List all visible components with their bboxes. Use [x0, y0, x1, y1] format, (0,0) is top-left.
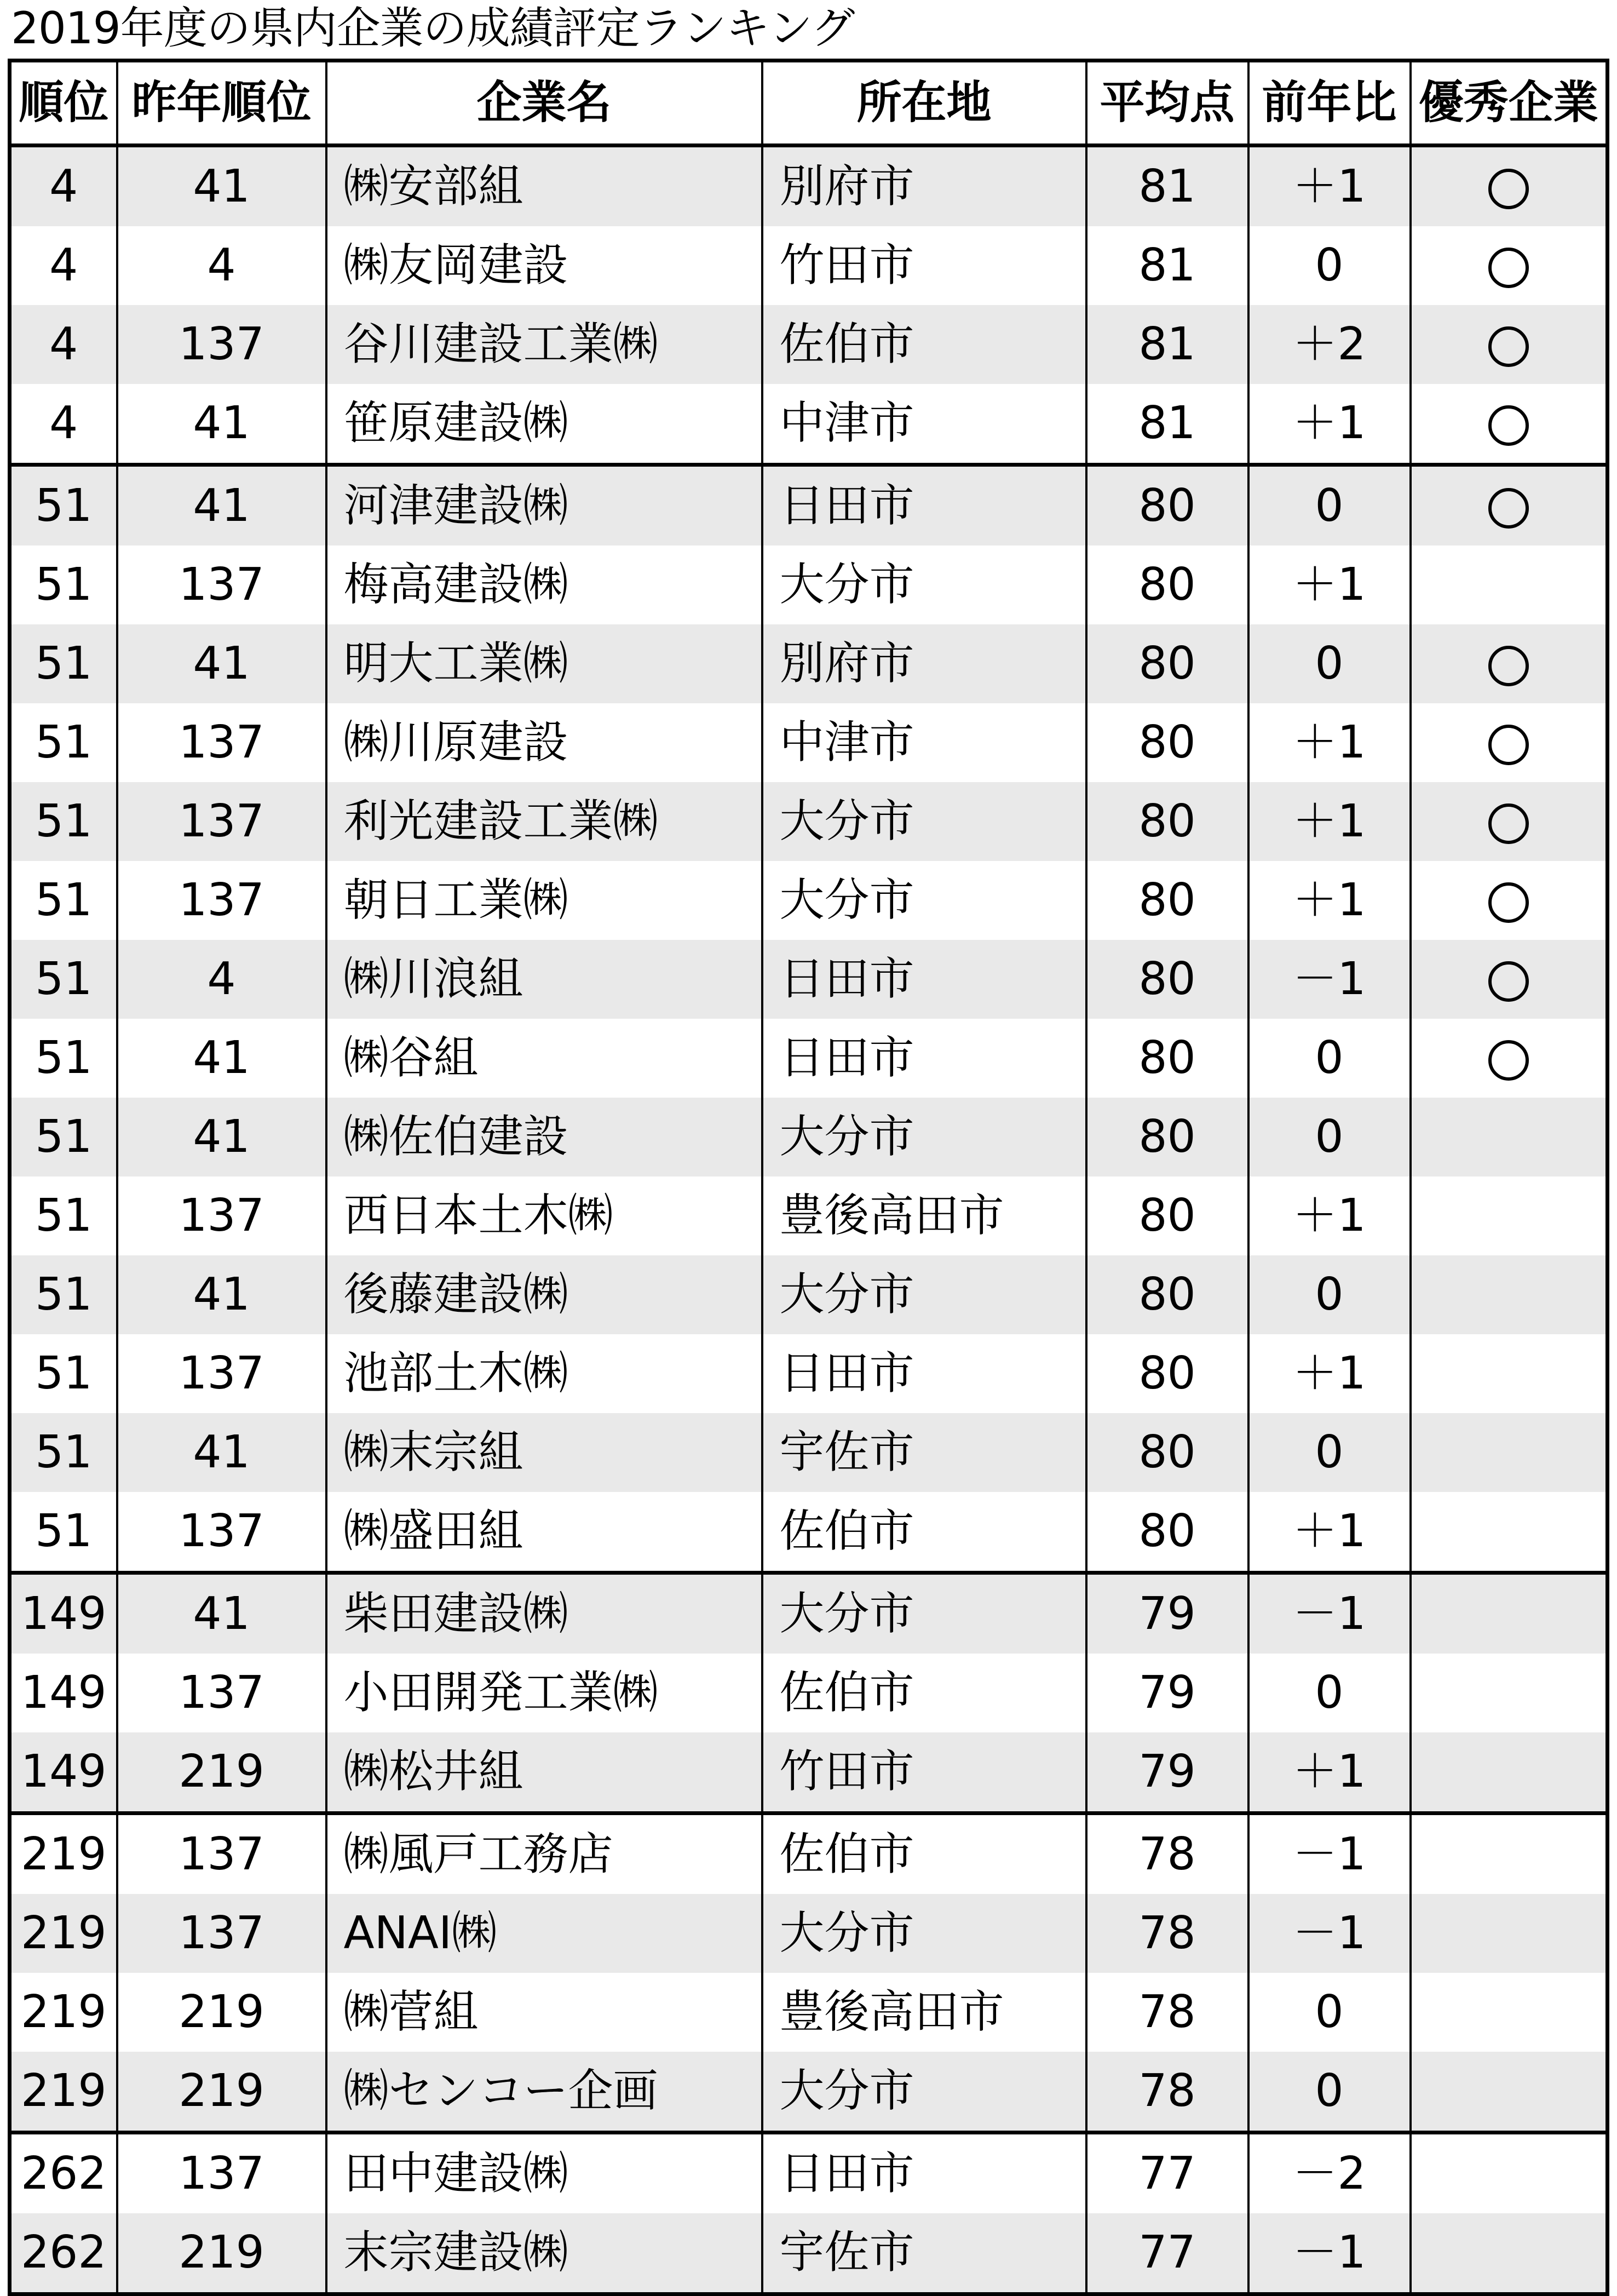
header-city: 所在地	[762, 61, 1086, 146]
prev-rank-cell: 137	[117, 782, 326, 861]
score-cell: 81	[1086, 146, 1248, 227]
city-cell: 別府市	[762, 146, 1086, 227]
change-cell: 0	[1248, 2052, 1411, 2133]
excellent-cell	[1411, 1654, 1608, 1732]
score-cell: 80	[1086, 624, 1248, 703]
prev-rank-cell: 137	[117, 703, 326, 782]
circle-mark-icon	[1488, 169, 1529, 209]
city-cell: 大分市	[762, 546, 1086, 624]
table-row	[10, 940, 1608, 1019]
city-cell: 佐伯市	[762, 1492, 1086, 1573]
city-cell: 大分市	[762, 782, 1086, 861]
circle-mark-icon	[1488, 248, 1529, 288]
prev-rank-cell: 41	[117, 1413, 326, 1492]
company-name-cell: ㈱谷組	[326, 1019, 762, 1098]
prev-rank-cell: 219	[117, 2213, 326, 2294]
change-cell: －1	[1248, 1813, 1411, 1895]
page-title: 2019年度の県内企業の成績評定ランキング	[11, 3, 855, 54]
change-cell: ＋1	[1248, 861, 1411, 940]
prev-rank-cell: 137	[117, 1654, 326, 1732]
city-cell: 大分市	[762, 1573, 1086, 1654]
score-cell: 80	[1086, 1492, 1248, 1573]
table-row	[10, 1098, 1608, 1176]
prev-rank-cell: 219	[117, 1973, 326, 2052]
excellent-cell	[1411, 1492, 1608, 1573]
score-cell: 80	[1086, 1098, 1248, 1176]
circle-mark-icon	[1488, 725, 1529, 765]
change-cell: ＋1	[1248, 1334, 1411, 1413]
score-cell: 79	[1086, 1732, 1248, 1813]
table-row	[10, 2052, 1608, 2133]
table-row	[10, 2213, 1608, 2294]
excellent-cell	[1411, 703, 1608, 782]
prev-rank-cell: 41	[117, 1019, 326, 1098]
rank-cell: 149	[10, 1573, 117, 1654]
rank-cell: 51	[10, 624, 117, 703]
city-cell: 大分市	[762, 1255, 1086, 1334]
excellent-cell	[1411, 1176, 1608, 1255]
table-row	[10, 1255, 1608, 1334]
excellent-cell	[1411, 226, 1608, 305]
company-name-cell: 明大工業㈱	[326, 624, 762, 703]
circle-mark-icon	[1488, 882, 1529, 923]
table-row	[10, 546, 1608, 624]
prev-rank-cell: 137	[117, 2133, 326, 2214]
prev-rank-cell: 41	[117, 1573, 326, 1654]
city-cell: 大分市	[762, 1098, 1086, 1176]
company-name-cell: ㈱風戸工務店	[326, 1813, 762, 1895]
table-row	[10, 146, 1608, 227]
rank-cell: 219	[10, 1894, 117, 1973]
prev-rank-cell: 41	[117, 624, 326, 703]
change-cell: ＋1	[1248, 1176, 1411, 1255]
city-cell: 豊後高田市	[762, 1973, 1086, 2052]
rank-cell: 51	[10, 861, 117, 940]
prev-rank-cell: 137	[117, 1813, 326, 1895]
city-cell: 佐伯市	[762, 1813, 1086, 1895]
city-cell: 日田市	[762, 1334, 1086, 1413]
table-row	[10, 1654, 1608, 1732]
change-cell: －1	[1248, 1573, 1411, 1654]
score-cell: 80	[1086, 1176, 1248, 1255]
change-cell: －1	[1248, 2213, 1411, 2294]
rank-cell: 149	[10, 1732, 117, 1813]
excellent-cell	[1411, 2052, 1608, 2133]
company-name-cell: 田中建設㈱	[326, 2133, 762, 2214]
rank-cell: 219	[10, 1973, 117, 2052]
excellent-cell	[1411, 1573, 1608, 1654]
company-name-cell: ㈱菅組	[326, 1973, 762, 2052]
rank-cell: 51	[10, 940, 117, 1019]
header-change: 前年比	[1248, 61, 1411, 146]
excellent-cell	[1411, 1732, 1608, 1813]
ranking-table	[8, 59, 1609, 2296]
company-name-cell: ㈱友岡建設	[326, 226, 762, 305]
score-cell: 77	[1086, 2133, 1248, 2214]
change-cell: ＋1	[1248, 1732, 1411, 1813]
header-rank: 順位	[10, 61, 117, 146]
company-name-cell: 河津建設㈱	[326, 465, 762, 546]
score-cell: 80	[1086, 1413, 1248, 1492]
company-name-cell: ㈱末宗組	[326, 1413, 762, 1492]
company-name-cell: 西日本土木㈱	[326, 1176, 762, 1255]
city-cell: 宇佐市	[762, 2213, 1086, 2294]
rank-cell: 149	[10, 1654, 117, 1732]
prev-rank-cell: 137	[117, 305, 326, 384]
company-name-cell: 利光建設工業㈱	[326, 782, 762, 861]
rank-cell: 51	[10, 465, 117, 546]
excellent-cell	[1411, 2133, 1608, 2214]
table-row	[10, 1492, 1608, 1573]
prev-rank-cell: 137	[117, 1894, 326, 1973]
city-cell: 別府市	[762, 624, 1086, 703]
change-cell: 0	[1248, 1098, 1411, 1176]
prev-rank-cell: 41	[117, 1098, 326, 1176]
company-name-cell: ㈱安部組	[326, 146, 762, 227]
table-row	[10, 305, 1608, 384]
rank-cell: 4	[10, 305, 117, 384]
table-row	[10, 1973, 1608, 2052]
rank-cell: 4	[10, 146, 117, 227]
city-cell: 大分市	[762, 861, 1086, 940]
rank-cell: 4	[10, 226, 117, 305]
company-name-cell: 小田開発工業㈱	[326, 1654, 762, 1732]
city-cell: 豊後高田市	[762, 1176, 1086, 1255]
table-row	[10, 1894, 1608, 1973]
table-row	[10, 465, 1608, 546]
table-body	[10, 146, 1608, 2294]
score-cell: 79	[1086, 1654, 1248, 1732]
score-cell: 79	[1086, 1573, 1248, 1654]
change-cell: ＋1	[1248, 384, 1411, 465]
company-name-cell: 笹原建設㈱	[326, 384, 762, 465]
score-cell: 78	[1086, 1894, 1248, 1973]
header-row	[10, 61, 1608, 146]
score-cell: 80	[1086, 546, 1248, 624]
city-cell: 日田市	[762, 940, 1086, 1019]
score-cell: 81	[1086, 226, 1248, 305]
city-cell: 日田市	[762, 465, 1086, 546]
excellent-cell	[1411, 861, 1608, 940]
circle-mark-icon	[1488, 961, 1529, 1002]
table-row	[10, 1334, 1608, 1413]
excellent-cell	[1411, 1813, 1608, 1895]
prev-rank-cell: 137	[117, 1492, 326, 1573]
change-cell: ＋1	[1248, 1492, 1411, 1573]
table-row	[10, 861, 1608, 940]
excellent-cell	[1411, 465, 1608, 546]
excellent-cell	[1411, 1334, 1608, 1413]
table-row	[10, 1176, 1608, 1255]
change-cell: ＋2	[1248, 305, 1411, 384]
score-cell: 80	[1086, 782, 1248, 861]
rank-cell: 262	[10, 2213, 117, 2294]
prev-rank-cell: 137	[117, 546, 326, 624]
circle-mark-icon	[1488, 646, 1529, 686]
circle-mark-icon	[1488, 1040, 1529, 1081]
excellent-cell	[1411, 1894, 1608, 1973]
circle-mark-icon	[1488, 488, 1529, 529]
company-name-cell: 池部土木㈱	[326, 1334, 762, 1413]
company-name-cell: 朝日工業㈱	[326, 861, 762, 940]
score-cell: 78	[1086, 2052, 1248, 2133]
change-cell: ＋1	[1248, 703, 1411, 782]
rank-cell: 51	[10, 782, 117, 861]
rank-cell: 51	[10, 1492, 117, 1573]
rank-cell: 51	[10, 1176, 117, 1255]
score-cell: 80	[1086, 465, 1248, 546]
change-cell: 0	[1248, 465, 1411, 546]
score-cell: 80	[1086, 1334, 1248, 1413]
company-name-cell: 梅高建設㈱	[326, 546, 762, 624]
change-cell: 0	[1248, 1973, 1411, 2052]
table-row	[10, 2133, 1608, 2214]
change-cell: 0	[1248, 624, 1411, 703]
city-cell: 佐伯市	[762, 305, 1086, 384]
excellent-cell	[1411, 1973, 1608, 2052]
city-cell: 日田市	[762, 1019, 1086, 1098]
table-row	[10, 1813, 1608, 1895]
excellent-cell	[1411, 546, 1608, 624]
excellent-cell	[1411, 305, 1608, 384]
score-cell: 80	[1086, 703, 1248, 782]
score-cell: 80	[1086, 940, 1248, 1019]
table-row	[10, 782, 1608, 861]
change-cell: ＋1	[1248, 146, 1411, 227]
company-name-cell: ANAI㈱	[326, 1894, 762, 1973]
city-cell: 竹田市	[762, 226, 1086, 305]
excellent-cell	[1411, 1098, 1608, 1176]
score-cell: 80	[1086, 1019, 1248, 1098]
rank-cell: 262	[10, 2133, 117, 2214]
prev-rank-cell: 4	[117, 940, 326, 1019]
rank-cell: 51	[10, 546, 117, 624]
company-name-cell: ㈱センコー企画	[326, 2052, 762, 2133]
header-score: 平均点	[1086, 61, 1248, 146]
excellent-cell	[1411, 1255, 1608, 1334]
excellent-cell	[1411, 1019, 1608, 1098]
circle-mark-icon	[1488, 405, 1529, 446]
company-name-cell: 谷川建設工業㈱	[326, 305, 762, 384]
city-cell: 中津市	[762, 384, 1086, 465]
company-name-cell: 後藤建設㈱	[326, 1255, 762, 1334]
excellent-cell	[1411, 2213, 1608, 2294]
rank-cell: 219	[10, 1813, 117, 1895]
change-cell: 0	[1248, 1019, 1411, 1098]
rank-cell: 4	[10, 384, 117, 465]
header-prev-rank: 昨年順位	[117, 61, 326, 146]
rank-cell: 51	[10, 703, 117, 782]
change-cell: 0	[1248, 1255, 1411, 1334]
table-row	[10, 226, 1608, 305]
score-cell: 81	[1086, 305, 1248, 384]
excellent-cell	[1411, 624, 1608, 703]
change-cell: －2	[1248, 2133, 1411, 2214]
score-cell: 78	[1086, 1973, 1248, 2052]
rank-cell: 51	[10, 1334, 117, 1413]
table-row	[10, 624, 1608, 703]
prev-rank-cell: 137	[117, 1176, 326, 1255]
prev-rank-cell: 137	[117, 1334, 326, 1413]
score-cell: 78	[1086, 1813, 1248, 1895]
change-cell: ＋1	[1248, 546, 1411, 624]
prev-rank-cell: 41	[117, 465, 326, 546]
rank-cell: 219	[10, 2052, 117, 2133]
table-row	[10, 1413, 1608, 1492]
city-cell: 宇佐市	[762, 1413, 1086, 1492]
table-row	[10, 1573, 1608, 1654]
city-cell: 大分市	[762, 1894, 1086, 1973]
prev-rank-cell: 219	[117, 1732, 326, 1813]
change-cell: －1	[1248, 940, 1411, 1019]
excellent-cell	[1411, 940, 1608, 1019]
change-cell: 0	[1248, 1654, 1411, 1732]
city-cell: 竹田市	[762, 1732, 1086, 1813]
excellent-cell	[1411, 782, 1608, 861]
city-cell: 佐伯市	[762, 1654, 1086, 1732]
company-name-cell: ㈱松井組	[326, 1732, 762, 1813]
rank-cell: 51	[10, 1019, 117, 1098]
score-cell: 77	[1086, 2213, 1248, 2294]
rank-cell: 51	[10, 1413, 117, 1492]
table-row	[10, 703, 1608, 782]
table-row	[10, 384, 1608, 465]
header-company: 企業名	[326, 61, 762, 146]
company-name-cell: ㈱川原建設	[326, 703, 762, 782]
excellent-cell	[1411, 146, 1608, 227]
company-name-cell: 末宗建設㈱	[326, 2213, 762, 2294]
rank-cell: 51	[10, 1255, 117, 1334]
change-cell: －1	[1248, 1894, 1411, 1973]
prev-rank-cell: 219	[117, 2052, 326, 2133]
score-cell: 81	[1086, 384, 1248, 465]
company-name-cell: 柴田建設㈱	[326, 1573, 762, 1654]
city-cell: 中津市	[762, 703, 1086, 782]
change-cell: ＋1	[1248, 782, 1411, 861]
company-name-cell: ㈱佐伯建設	[326, 1098, 762, 1176]
company-name-cell: ㈱川浪組	[326, 940, 762, 1019]
prev-rank-cell: 41	[117, 1255, 326, 1334]
score-cell: 80	[1086, 1255, 1248, 1334]
change-cell: 0	[1248, 226, 1411, 305]
excellent-cell	[1411, 384, 1608, 465]
header-excellent: 優秀企業	[1411, 61, 1608, 146]
table-row	[10, 1732, 1608, 1813]
prev-rank-cell: 4	[117, 226, 326, 305]
circle-mark-icon	[1488, 803, 1529, 844]
prev-rank-cell: 41	[117, 146, 326, 227]
city-cell: 大分市	[762, 2052, 1086, 2133]
circle-mark-icon	[1488, 326, 1529, 367]
change-cell: 0	[1248, 1413, 1411, 1492]
prev-rank-cell: 41	[117, 384, 326, 465]
city-cell: 日田市	[762, 2133, 1086, 2214]
table-header	[10, 61, 1608, 146]
rank-cell: 51	[10, 1098, 117, 1176]
company-name-cell: ㈱盛田組	[326, 1492, 762, 1573]
table-row	[10, 1019, 1608, 1098]
score-cell: 80	[1086, 861, 1248, 940]
excellent-cell	[1411, 1413, 1608, 1492]
prev-rank-cell: 137	[117, 861, 326, 940]
